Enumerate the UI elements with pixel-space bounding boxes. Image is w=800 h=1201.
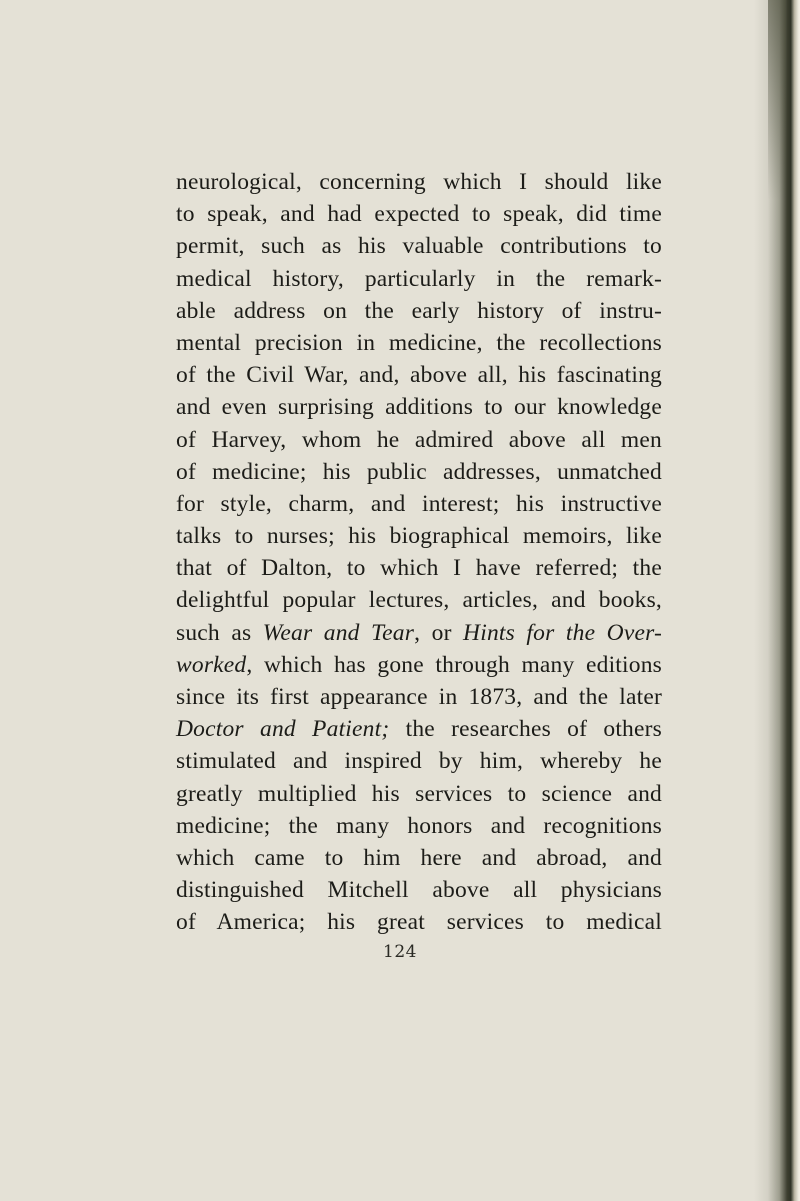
body-text — [176, 166, 662, 939]
text-segment: , which has gone through many editions — [246, 651, 662, 678]
text-line: talks to nurses; his biographical memoirs, like — [176, 523, 662, 550]
text-line: to speak, and had expected to speak, did time — [176, 201, 662, 228]
text-line-with-title — [176, 713, 662, 745]
text-line-with-title — [176, 649, 662, 681]
text-line: that of Dalton, to which I have referred; the — [176, 555, 662, 582]
book-title-hints: Hints for the Over- — [463, 619, 662, 646]
text-line: of America; his great services to medical — [176, 909, 662, 936]
text-line: medical history, particularly in the remark- — [176, 265, 662, 292]
text-line: which came to him here and abroad, and — [176, 844, 662, 871]
text-line: mental precision in medicine, the recollections — [176, 329, 662, 356]
text-line: of the Civil War, and, above all, his fascinating — [176, 362, 662, 389]
text-line: of Harvey, whom he admired above all men — [176, 426, 662, 453]
text-line: able address on the early history of instru- — [176, 297, 662, 324]
text-segment: such as — [176, 619, 263, 646]
book-title-doctor-and-patient: Doctor and Patient; — [176, 716, 390, 743]
text-line: and even surprising additions to our knowledge — [176, 394, 662, 421]
text-line: for style, charm, and interest; his instructive — [176, 490, 662, 517]
text-line-with-title — [176, 617, 662, 649]
text-line: medicine; the many honors and recognitions — [176, 812, 662, 839]
text-line: of medicine; his public addresses, unmatched — [176, 458, 662, 485]
book-title-hints-continued: worked — [176, 651, 247, 678]
text-segment: , or — [414, 619, 464, 646]
text-line: delightful popular lectures, articles, and books, — [176, 587, 662, 614]
text-line: permit, such as his valuable contributions to — [176, 233, 662, 260]
text-line: distinguished Mitchell above all physicians — [176, 877, 662, 904]
text-segment: the researches of others — [389, 716, 663, 743]
book-title-wear-and-tear: Wear and Tear — [262, 619, 415, 646]
text-line: neurological, concerning which I should like — [176, 169, 662, 195]
text-line: greatly multiplied his services to science and — [176, 780, 662, 807]
page-edge-shadow-top — [768, 0, 786, 200]
text-line: since its first appearance in 1873, and the later — [176, 684, 662, 710]
text-line: stimulated and inspired by him, whereby he — [176, 748, 662, 775]
page-number: 124 — [383, 942, 417, 962]
